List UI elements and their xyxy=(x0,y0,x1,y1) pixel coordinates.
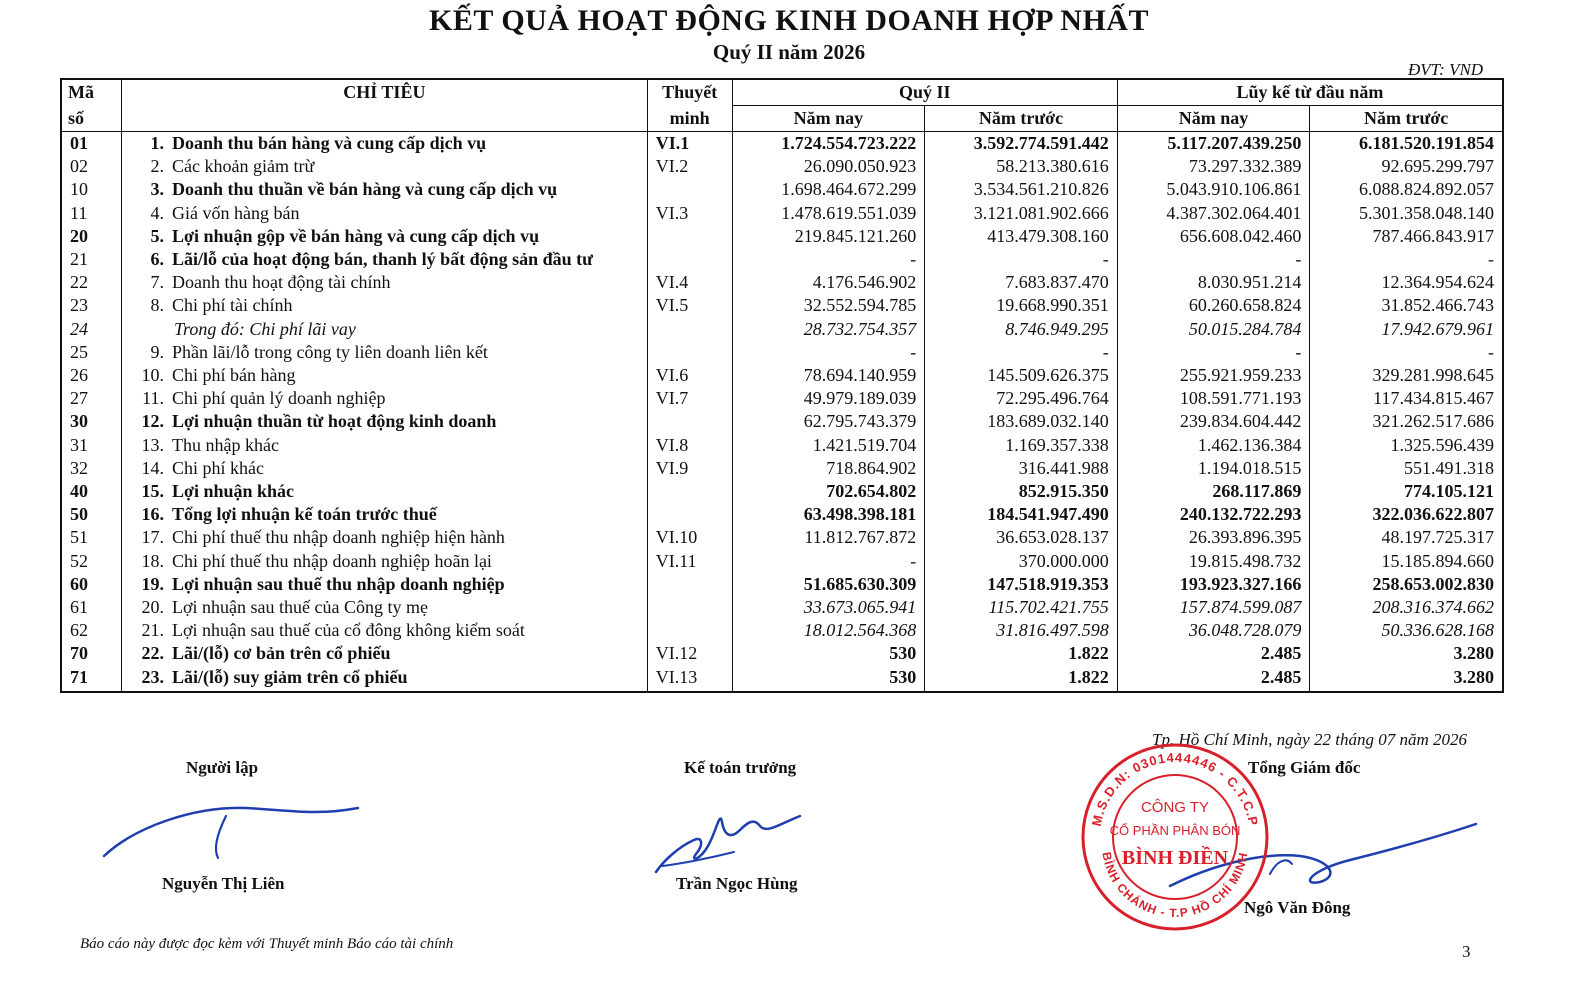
row-note: VI.3 xyxy=(647,202,732,225)
row-note: VI.4 xyxy=(647,271,732,294)
row-ytd-prev: - xyxy=(1310,341,1503,364)
table-row xyxy=(61,503,1503,526)
row-index: 12. xyxy=(141,411,164,432)
row-label: Lợi nhuận sau thuế thu nhập doanh nghiệp xyxy=(171,573,505,594)
row-ytd-now: 108.591.771.193 xyxy=(1117,387,1310,410)
row-quarter-prev: 8.746.949.295 xyxy=(925,318,1118,341)
row-label: Phần lãi/lỗ trong công ty liên doanh liên kết xyxy=(171,341,488,362)
row-item xyxy=(121,666,647,692)
row-quarter-prev: 3.534.561.210.826 xyxy=(925,178,1118,201)
row-ytd-prev: - xyxy=(1310,248,1503,271)
row-quarter-prev: 1.169.357.338 xyxy=(925,434,1118,457)
row-ytd-prev: 5.301.358.048.140 xyxy=(1310,202,1503,225)
row-quarter-now: 530 xyxy=(732,642,925,665)
row-code: 70 xyxy=(61,642,121,665)
table-row xyxy=(61,225,1503,248)
row-item xyxy=(121,225,647,248)
table-row xyxy=(61,434,1503,457)
row-item xyxy=(121,434,647,457)
row-ytd-now: 268.117.869 xyxy=(1117,480,1310,503)
row-quarter-prev: 115.702.421.755 xyxy=(925,596,1118,619)
row-quarter-prev: 1.822 xyxy=(925,666,1118,692)
col-code-header-2: số xyxy=(61,106,121,132)
row-ytd-prev: 551.491.318 xyxy=(1310,457,1503,480)
row-ytd-now: 239.834.604.442 xyxy=(1117,410,1310,433)
row-code: 02 xyxy=(61,155,121,178)
row-quarter-now: 219.845.121.260 xyxy=(732,225,925,248)
row-ytd-prev: 48.197.725.317 xyxy=(1310,526,1503,549)
row-quarter-now: 62.795.743.379 xyxy=(732,410,925,433)
row-index: 6. xyxy=(150,249,164,270)
ytd-group-header: Lũy kế từ đầu năm xyxy=(1117,79,1503,106)
row-quarter-now: 26.090.050.923 xyxy=(732,155,925,178)
row-ytd-now: 4.387.302.064.401 xyxy=(1117,202,1310,225)
row-note xyxy=(647,225,732,248)
row-item xyxy=(121,387,647,410)
page-number: 3 xyxy=(1462,942,1471,961)
row-label: Lãi/(lỗ) cơ bản trên cổ phiếu xyxy=(171,643,391,664)
row-ytd-now: 656.608.042.460 xyxy=(1117,225,1310,248)
row-label: Giá vốn hàng bán xyxy=(171,202,300,223)
table-row xyxy=(61,387,1503,410)
row-quarter-now: 718.864.902 xyxy=(732,457,925,480)
row-ytd-now: 73.297.332.389 xyxy=(1117,155,1310,178)
row-code: 40 xyxy=(61,480,121,503)
row-quarter-prev: 147.518.919.353 xyxy=(925,573,1118,596)
row-item xyxy=(121,318,647,341)
stamp-ring-text: M.S.D.N: 0301444446 - C.T.C.P xyxy=(1088,749,1262,828)
row-ytd-now: 36.048.728.079 xyxy=(1117,619,1310,642)
row-note xyxy=(647,318,732,341)
accountant-signature-icon xyxy=(650,800,830,880)
row-quarter-now: 32.552.594.785 xyxy=(732,294,925,317)
row-index: 14. xyxy=(141,457,164,478)
row-code: 27 xyxy=(61,387,121,410)
row-item xyxy=(121,619,647,642)
row-code: 52 xyxy=(61,550,121,573)
row-item xyxy=(121,178,647,201)
row-index: 18. xyxy=(141,550,164,571)
row-index: 2. xyxy=(150,156,164,177)
row-label: Doanh thu bán hàng và cung cấp dịch vụ xyxy=(171,133,487,153)
table-row xyxy=(61,410,1503,433)
row-ytd-prev: 117.434.815.467 xyxy=(1310,387,1503,410)
row-item xyxy=(121,642,647,665)
row-note: VI.2 xyxy=(647,155,732,178)
row-code: 30 xyxy=(61,410,121,433)
row-item xyxy=(121,271,647,294)
report-period: Quý II năm 2026 xyxy=(712,40,866,64)
row-item xyxy=(121,294,647,317)
row-note: VI.13 xyxy=(647,666,732,692)
row-item xyxy=(121,341,647,364)
row-quarter-prev: 7.683.837.470 xyxy=(925,271,1118,294)
row-quarter-now: 11.812.767.872 xyxy=(732,526,925,549)
row-code: 22 xyxy=(61,271,121,294)
row-item xyxy=(121,550,647,573)
row-label: Lợi nhuận khác xyxy=(171,481,295,502)
col-note-header: Thuyết xyxy=(647,79,732,106)
row-label: Lợi nhuận sau thuế của cổ đông không kiểm soát xyxy=(171,620,525,641)
row-code: 50 xyxy=(61,503,121,526)
row-ytd-now: 5.117.207.439.250 xyxy=(1117,132,1310,156)
table-row xyxy=(61,666,1503,692)
row-ytd-prev: 321.262.517.686 xyxy=(1310,410,1503,433)
row-ytd-now: 60.260.658.824 xyxy=(1117,294,1310,317)
row-label: Chi phí tài chính xyxy=(171,295,293,316)
place-date: Tp. Hồ Chí Minh, ngày 22 tháng 07 năm 2026 xyxy=(1152,730,1467,749)
row-ytd-now: 5.043.910.106.861 xyxy=(1117,178,1310,201)
stamp-line1: CÔNG TY xyxy=(1140,799,1210,816)
row-item xyxy=(121,480,647,503)
row-note xyxy=(647,248,732,271)
row-ytd-prev: 6.181.520.191.854 xyxy=(1310,132,1503,156)
row-ytd-prev: 258.653.002.830 xyxy=(1310,573,1503,596)
row-quarter-now: 530 xyxy=(732,666,925,692)
row-note xyxy=(647,619,732,642)
row-index: 13. xyxy=(141,434,164,455)
row-code: 51 xyxy=(61,526,121,549)
row-index: 21. xyxy=(141,620,164,641)
table-row xyxy=(61,573,1503,596)
row-quarter-now: 63.498.398.181 xyxy=(732,503,925,526)
row-code: 25 xyxy=(61,341,121,364)
row-ytd-prev: 774.105.121 xyxy=(1310,480,1503,503)
row-quarter-prev: 3.121.081.902.666 xyxy=(925,202,1118,225)
row-ytd-now: 50.015.284.784 xyxy=(1117,318,1310,341)
row-code: 31 xyxy=(61,434,121,457)
row-ytd-now: - xyxy=(1117,248,1310,271)
row-ytd-prev: 15.185.894.660 xyxy=(1310,550,1503,573)
row-ytd-now: 1.194.018.515 xyxy=(1117,457,1310,480)
col-ytd-last-year: Năm trước xyxy=(1310,106,1503,132)
row-item xyxy=(121,132,647,156)
row-quarter-prev: 184.541.947.490 xyxy=(925,503,1118,526)
row-quarter-prev: 316.441.988 xyxy=(925,457,1118,480)
row-code: 11 xyxy=(61,202,121,225)
col-ytd-this-year: Năm nay xyxy=(1117,106,1310,132)
row-index: 23. xyxy=(141,666,164,687)
table-row xyxy=(61,341,1503,364)
row-quarter-prev: 31.816.497.598 xyxy=(925,619,1118,642)
row-note xyxy=(647,341,732,364)
row-note: VI.8 xyxy=(647,434,732,457)
table-row xyxy=(61,642,1503,665)
row-label: Lợi nhuận sau thuế của Công ty mẹ xyxy=(171,597,428,618)
row-quarter-prev: 1.822 xyxy=(925,642,1118,665)
col-quarter-last-year: Năm trước xyxy=(925,106,1118,132)
row-label: Lãi/lỗ của hoạt động bán, thanh lý bất động sản đầu tư xyxy=(171,249,593,270)
accountant-name: Trần Ngọc Hùng xyxy=(676,874,798,893)
row-note: VI.6 xyxy=(647,364,732,387)
col-note-header-2: minh xyxy=(647,106,732,132)
row-code: 61 xyxy=(61,596,121,619)
row-label: Các khoản giảm trừ xyxy=(171,156,315,177)
row-quarter-prev: 19.668.990.351 xyxy=(925,294,1118,317)
row-quarter-now: 4.176.546.902 xyxy=(732,271,925,294)
row-index: 19. xyxy=(141,573,164,594)
row-code: 60 xyxy=(61,573,121,596)
row-item xyxy=(121,410,647,433)
table-row xyxy=(61,596,1503,619)
row-code: 10 xyxy=(61,178,121,201)
row-code: 23 xyxy=(61,294,121,317)
income-statement-table xyxy=(60,78,1504,693)
row-code: 01 xyxy=(61,132,121,156)
footer-note: Báo cáo này được đọc kèm với Thuyết minh Báo cáo tài chính xyxy=(80,936,454,952)
row-quarter-prev: 145.509.626.375 xyxy=(925,364,1118,387)
row-index: 9. xyxy=(150,341,164,362)
row-ytd-now: 26.393.896.395 xyxy=(1117,526,1310,549)
row-label: Tổng lợi nhuận kế toán trước thuế xyxy=(171,504,437,525)
row-quarter-now: 18.012.564.368 xyxy=(732,619,925,642)
row-note xyxy=(647,410,732,433)
row-note: VI.12 xyxy=(647,642,732,665)
table-row xyxy=(61,248,1503,271)
row-quarter-now: 1.698.464.672.299 xyxy=(732,178,925,201)
row-quarter-prev: - xyxy=(925,341,1118,364)
row-quarter-prev: 370.000.000 xyxy=(925,550,1118,573)
row-code: 62 xyxy=(61,619,121,642)
row-ytd-now: - xyxy=(1117,341,1310,364)
row-quarter-prev: - xyxy=(925,248,1118,271)
row-item xyxy=(121,155,647,178)
row-note: VI.1 xyxy=(647,132,732,156)
row-index: 22. xyxy=(141,643,164,664)
row-ytd-prev: 1.325.596.439 xyxy=(1310,434,1503,457)
row-quarter-now: 78.694.140.959 xyxy=(732,364,925,387)
row-ytd-prev: 17.942.679.961 xyxy=(1310,318,1503,341)
preparer-role: Người lập xyxy=(186,758,259,777)
row-ytd-now: 19.815.498.732 xyxy=(1117,550,1310,573)
row-label: Chi phí thuế thu nhập doanh nghiệp hoãn lại xyxy=(171,550,492,571)
row-index: 17. xyxy=(141,527,164,548)
row-note: VI.9 xyxy=(647,457,732,480)
currency-unit: ĐVT: VND xyxy=(1408,60,1484,79)
row-ytd-prev: 92.695.299.797 xyxy=(1310,155,1503,178)
row-quarter-prev: 36.653.028.137 xyxy=(925,526,1118,549)
row-quarter-now: - xyxy=(732,248,925,271)
table-row xyxy=(61,318,1503,341)
row-quarter-prev: 3.592.774.591.442 xyxy=(925,132,1118,156)
row-ytd-now: 255.921.959.233 xyxy=(1117,364,1310,387)
director-name: Ngô Văn Đông xyxy=(1244,898,1351,917)
row-ytd-prev: 208.316.374.662 xyxy=(1310,596,1503,619)
row-note xyxy=(647,596,732,619)
row-item xyxy=(121,202,647,225)
stamp-line3: BÌNH ĐIỀN xyxy=(1121,847,1229,869)
row-note: VI.10 xyxy=(647,526,732,549)
row-ytd-now: 1.462.136.384 xyxy=(1117,434,1310,457)
row-label: Chi phí bán hàng xyxy=(171,365,296,386)
table-row xyxy=(61,132,1503,156)
row-ytd-prev: 322.036.622.807 xyxy=(1310,503,1503,526)
row-index: 15. xyxy=(141,481,164,502)
row-quarter-prev: 58.213.380.616 xyxy=(925,155,1118,178)
row-index: 1. xyxy=(150,133,164,153)
table-row xyxy=(61,202,1503,225)
row-ytd-prev: 787.466.843.917 xyxy=(1310,225,1503,248)
col-quarter-this-year: Năm nay xyxy=(732,106,925,132)
row-index: 3. xyxy=(150,179,164,200)
table-row xyxy=(61,526,1503,549)
row-ytd-prev: 6.088.824.892.057 xyxy=(1310,178,1503,201)
row-ytd-prev: 3.280 xyxy=(1310,642,1503,665)
row-ytd-prev: 12.364.954.624 xyxy=(1310,271,1503,294)
accountant-role: Kế toán trưởng xyxy=(684,758,797,777)
col-item-header: CHỈ TIÊU xyxy=(121,79,647,132)
row-ytd-now: 2.485 xyxy=(1117,642,1310,665)
row-label: Doanh thu thuần về bán hàng và cung cấp dịch vụ xyxy=(171,179,558,200)
row-index: 16. xyxy=(141,504,164,525)
row-note xyxy=(647,480,732,503)
row-label: Trong đó: Chi phí lãi vay xyxy=(173,318,356,339)
row-label: Lợi nhuận thuần từ hoạt động kinh doanh xyxy=(171,411,497,432)
row-index: 11. xyxy=(142,388,164,409)
row-item xyxy=(121,364,647,387)
row-label: Chi phí quản lý doanh nghiệp xyxy=(171,388,386,409)
row-note: VI.5 xyxy=(647,294,732,317)
row-quarter-now: 51.685.630.309 xyxy=(732,573,925,596)
row-code: 26 xyxy=(61,364,121,387)
row-label: Lãi/(lỗ) suy giảm trên cổ phiếu xyxy=(171,666,408,687)
row-item xyxy=(121,248,647,271)
row-note xyxy=(647,573,732,596)
row-item xyxy=(121,526,647,549)
table-row xyxy=(61,155,1503,178)
row-index: 5. xyxy=(150,225,164,246)
row-note: VI.11 xyxy=(647,550,732,573)
director-role: Tổng Giám đốc xyxy=(1248,758,1361,777)
preparer-name: Nguyễn Thị Liên xyxy=(162,874,285,893)
table-row xyxy=(61,480,1503,503)
row-ytd-now: 2.485 xyxy=(1117,666,1310,692)
company-stamp-icon xyxy=(1078,740,1272,934)
table-row xyxy=(61,550,1503,573)
row-note xyxy=(647,503,732,526)
row-code: 20 xyxy=(61,225,121,248)
stamp-bottom-text: BÌNH CHÁNH - T.P HỒ CHÍ MINH xyxy=(1099,850,1251,921)
row-quarter-now: 1.478.619.551.039 xyxy=(732,202,925,225)
row-note: VI.7 xyxy=(647,387,732,410)
row-index: 7. xyxy=(150,272,164,293)
table-row xyxy=(61,271,1503,294)
stamp-line2: CỔ PHẦN PHÂN BÓN xyxy=(1109,823,1241,838)
row-ytd-now: 157.874.599.087 xyxy=(1117,596,1310,619)
row-code: 71 xyxy=(61,666,121,692)
table-row xyxy=(61,294,1503,317)
row-index: 4. xyxy=(150,202,164,223)
row-ytd-now: 240.132.722.293 xyxy=(1117,503,1310,526)
row-index: 10. xyxy=(141,365,164,386)
row-quarter-now: 1.421.519.704 xyxy=(732,434,925,457)
row-item xyxy=(121,503,647,526)
table-row xyxy=(61,457,1503,480)
row-index: 8. xyxy=(150,295,164,316)
preparer-signature-icon xyxy=(96,786,376,866)
row-code: 32 xyxy=(61,457,121,480)
row-item xyxy=(121,596,647,619)
row-label: Chi phí thuế thu nhập doanh nghiệp hiện hành xyxy=(171,527,505,548)
row-quarter-now: - xyxy=(732,550,925,573)
row-code: 21 xyxy=(61,248,121,271)
row-ytd-prev: 3.280 xyxy=(1310,666,1503,692)
row-quarter-prev: 183.689.032.140 xyxy=(925,410,1118,433)
row-label: Chi phí khác xyxy=(171,457,264,478)
row-ytd-prev: 50.336.628.168 xyxy=(1310,619,1503,642)
row-ytd-now: 193.923.327.166 xyxy=(1117,573,1310,596)
row-index: 20. xyxy=(141,597,164,618)
row-label: Doanh thu hoạt động tài chính xyxy=(171,272,391,293)
row-code: 24 xyxy=(61,318,121,341)
row-quarter-now: 33.673.065.941 xyxy=(732,596,925,619)
row-quarter-prev: 852.915.350 xyxy=(925,480,1118,503)
row-item xyxy=(121,457,647,480)
row-label: Lợi nhuận gộp về bán hàng và cung cấp dịch vụ xyxy=(171,225,540,246)
report-title: KẾT QUẢ HOẠT ĐỘNG KINH DOANH HỢP NHẤT xyxy=(429,4,1149,37)
row-note xyxy=(647,178,732,201)
row-ytd-prev: 329.281.998.645 xyxy=(1310,364,1503,387)
row-quarter-now: 49.979.189.039 xyxy=(732,387,925,410)
row-quarter-now: - xyxy=(732,341,925,364)
row-ytd-prev: 31.852.466.743 xyxy=(1310,294,1503,317)
quarter-group-header: Quý II xyxy=(732,79,1117,106)
row-quarter-prev: 72.295.496.764 xyxy=(925,387,1118,410)
table-row xyxy=(61,178,1503,201)
row-ytd-now: 8.030.951.214 xyxy=(1117,271,1310,294)
col-code-header: Mã xyxy=(61,79,121,106)
row-quarter-prev: 413.479.308.160 xyxy=(925,225,1118,248)
row-item xyxy=(121,573,647,596)
row-label: Thu nhập khác xyxy=(171,434,279,455)
table-row xyxy=(61,364,1503,387)
row-quarter-now: 702.654.802 xyxy=(732,480,925,503)
row-quarter-now: 28.732.754.357 xyxy=(732,318,925,341)
table-row xyxy=(61,619,1503,642)
row-quarter-now: 1.724.554.723.222 xyxy=(732,132,925,156)
